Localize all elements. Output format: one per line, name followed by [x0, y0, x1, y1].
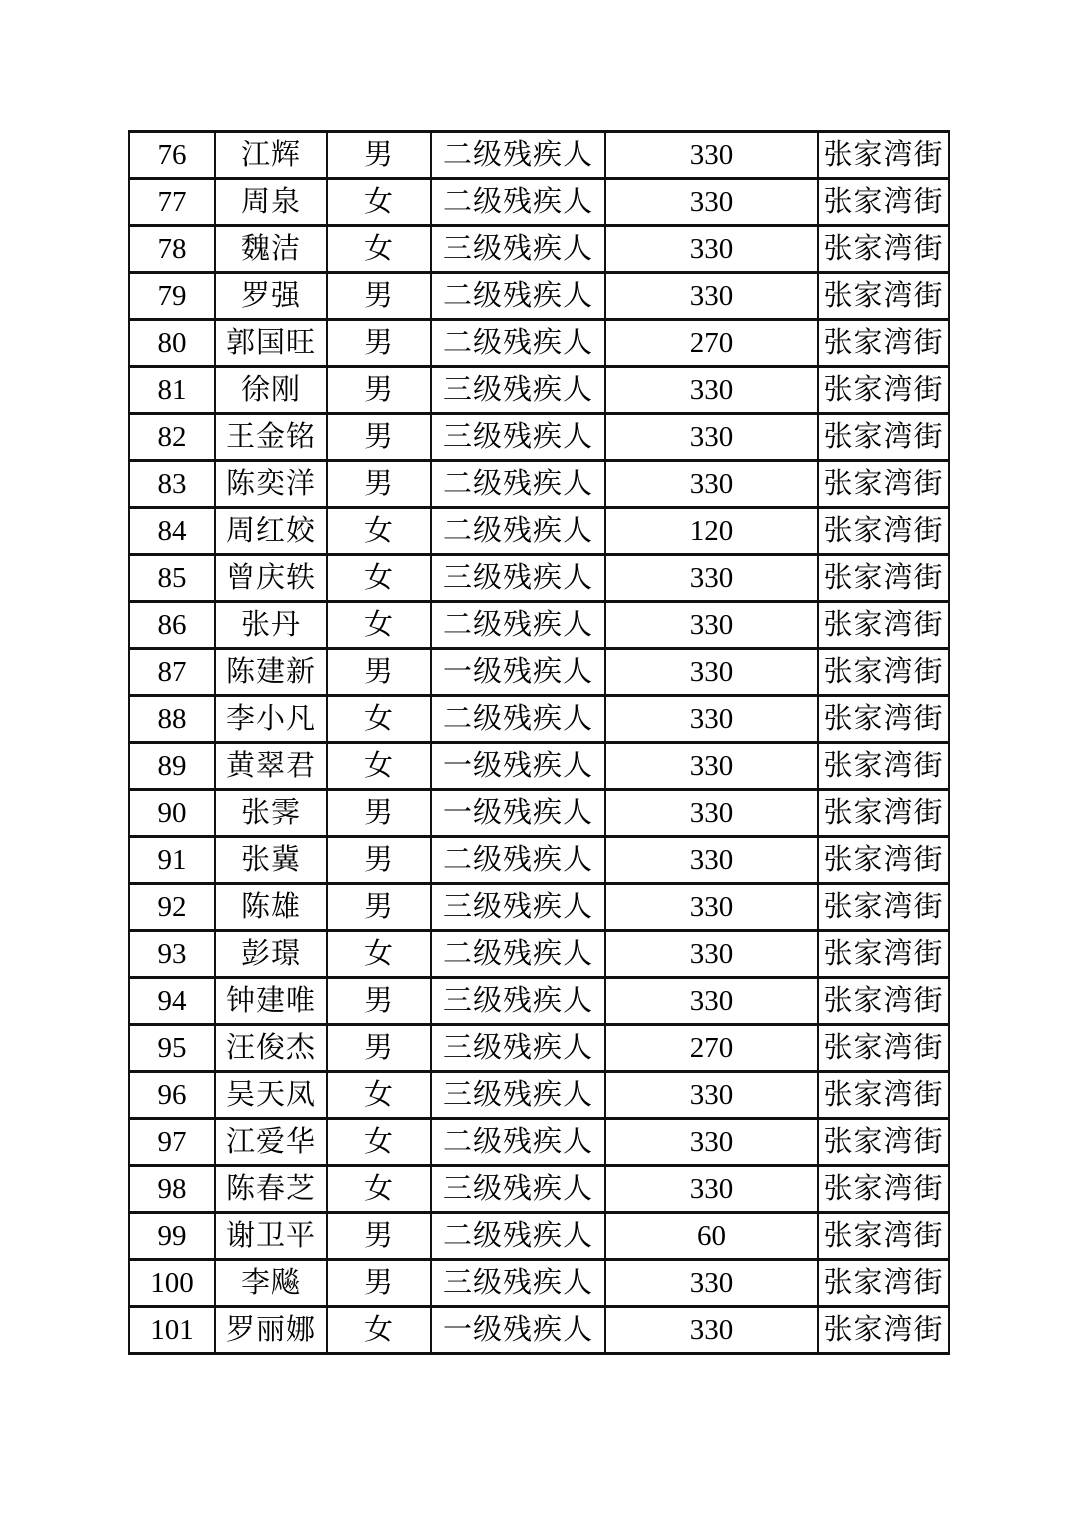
- cell-amount: 330: [605, 132, 818, 179]
- cell-amount: 330: [605, 884, 818, 931]
- cell-name: 张霁: [215, 790, 327, 837]
- cell-index: 93: [129, 931, 215, 978]
- cell-index: 88: [129, 696, 215, 743]
- table-row: [129, 508, 949, 555]
- table-row: [129, 367, 949, 414]
- cell-name: 陈雄: [215, 884, 327, 931]
- cell-gender: 男: [327, 978, 431, 1025]
- cell-category: 一级残疾人: [431, 649, 605, 696]
- cell-category: 二级残疾人: [431, 508, 605, 555]
- cell-name: 黄翠君: [215, 743, 327, 790]
- cell-street: 张家湾街: [818, 226, 949, 273]
- cell-gender: 女: [327, 1307, 431, 1354]
- cell-category: 二级残疾人: [431, 273, 605, 320]
- cell-gender: 女: [327, 1072, 431, 1119]
- cell-street: 张家湾街: [818, 602, 949, 649]
- table-body: [129, 132, 949, 1354]
- cell-index: 94: [129, 978, 215, 1025]
- cell-amount: 120: [605, 508, 818, 555]
- cell-index: 89: [129, 743, 215, 790]
- cell-index: 91: [129, 837, 215, 884]
- cell-gender: 男: [327, 837, 431, 884]
- table-row: [129, 743, 949, 790]
- cell-street: 张家湾街: [818, 367, 949, 414]
- cell-street: 张家湾街: [818, 1260, 949, 1307]
- cell-gender: 女: [327, 226, 431, 273]
- table-row: [129, 1213, 949, 1260]
- cell-street: 张家湾街: [818, 1119, 949, 1166]
- cell-index: 96: [129, 1072, 215, 1119]
- table-row: [129, 790, 949, 837]
- cell-category: 三级残疾人: [431, 367, 605, 414]
- cell-amount: 330: [605, 367, 818, 414]
- cell-street: 张家湾街: [818, 1307, 949, 1354]
- cell-name: 钟建唯: [215, 978, 327, 1025]
- cell-name: 魏洁: [215, 226, 327, 273]
- cell-amount: 330: [605, 1166, 818, 1213]
- cell-name: 曾庆轶: [215, 555, 327, 602]
- table-row: [129, 696, 949, 743]
- cell-index: 82: [129, 414, 215, 461]
- cell-index: 98: [129, 1166, 215, 1213]
- cell-name: 彭璟: [215, 931, 327, 978]
- cell-gender: 女: [327, 555, 431, 602]
- cell-amount: 330: [605, 696, 818, 743]
- table-row: [129, 1307, 949, 1354]
- cell-amount: 330: [605, 1260, 818, 1307]
- cell-gender: 男: [327, 273, 431, 320]
- cell-street: 张家湾街: [818, 931, 949, 978]
- cell-amount: 330: [605, 461, 818, 508]
- cell-gender: 男: [327, 132, 431, 179]
- cell-amount: 330: [605, 837, 818, 884]
- cell-category: 二级残疾人: [431, 320, 605, 367]
- cell-gender: 男: [327, 1213, 431, 1260]
- cell-index: 84: [129, 508, 215, 555]
- cell-name: 江辉: [215, 132, 327, 179]
- table-row: [129, 132, 949, 179]
- cell-category: 三级残疾人: [431, 555, 605, 602]
- cell-street: 张家湾街: [818, 790, 949, 837]
- cell-category: 三级残疾人: [431, 1166, 605, 1213]
- table-row: [129, 1119, 949, 1166]
- cell-category: 三级残疾人: [431, 978, 605, 1025]
- cell-category: 二级残疾人: [431, 461, 605, 508]
- cell-amount: 330: [605, 602, 818, 649]
- cell-amount: 330: [605, 226, 818, 273]
- cell-street: 张家湾街: [818, 461, 949, 508]
- cell-category: 三级残疾人: [431, 1025, 605, 1072]
- cell-street: 张家湾街: [818, 508, 949, 555]
- cell-name: 王金铭: [215, 414, 327, 461]
- cell-street: 张家湾街: [818, 414, 949, 461]
- cell-amount: 330: [605, 273, 818, 320]
- table-row: [129, 555, 949, 602]
- cell-gender: 男: [327, 1025, 431, 1072]
- cell-amount: 330: [605, 414, 818, 461]
- cell-gender: 女: [327, 1166, 431, 1213]
- cell-category: 二级残疾人: [431, 837, 605, 884]
- cell-street: 张家湾街: [818, 179, 949, 226]
- cell-amount: 60: [605, 1213, 818, 1260]
- cell-amount: 330: [605, 790, 818, 837]
- cell-amount: 330: [605, 1307, 818, 1354]
- table-row: [129, 1072, 949, 1119]
- cell-street: 张家湾街: [818, 1166, 949, 1213]
- cell-name: 徐刚: [215, 367, 327, 414]
- cell-name: 李小凡: [215, 696, 327, 743]
- cell-street: 张家湾街: [818, 743, 949, 790]
- table-row: [129, 837, 949, 884]
- table-row: [129, 602, 949, 649]
- cell-index: 95: [129, 1025, 215, 1072]
- cell-street: 张家湾街: [818, 1213, 949, 1260]
- cell-gender: 男: [327, 320, 431, 367]
- table-row: [129, 414, 949, 461]
- cell-index: 80: [129, 320, 215, 367]
- table-row: [129, 179, 949, 226]
- cell-gender: 女: [327, 1119, 431, 1166]
- cell-name: 陈春芝: [215, 1166, 327, 1213]
- cell-index: 86: [129, 602, 215, 649]
- cell-street: 张家湾街: [818, 320, 949, 367]
- cell-amount: 270: [605, 1025, 818, 1072]
- table-row: [129, 320, 949, 367]
- cell-amount: 270: [605, 320, 818, 367]
- cell-amount: 330: [605, 649, 818, 696]
- cell-gender: 女: [327, 508, 431, 555]
- table-row: [129, 226, 949, 273]
- cell-street: 张家湾街: [818, 273, 949, 320]
- cell-amount: 330: [605, 931, 818, 978]
- cell-name: 张丹: [215, 602, 327, 649]
- cell-index: 76: [129, 132, 215, 179]
- cell-category: 一级残疾人: [431, 790, 605, 837]
- cell-amount: 330: [605, 978, 818, 1025]
- cell-index: 97: [129, 1119, 215, 1166]
- cell-gender: 男: [327, 884, 431, 931]
- cell-index: 90: [129, 790, 215, 837]
- cell-index: 81: [129, 367, 215, 414]
- cell-category: 三级残疾人: [431, 1072, 605, 1119]
- cell-category: 二级残疾人: [431, 696, 605, 743]
- cell-gender: 女: [327, 743, 431, 790]
- cell-name: 张冀: [215, 837, 327, 884]
- cell-amount: 330: [605, 555, 818, 602]
- cell-name: 吴天凤: [215, 1072, 327, 1119]
- cell-street: 张家湾街: [818, 837, 949, 884]
- cell-category: 一级残疾人: [431, 1307, 605, 1354]
- cell-gender: 男: [327, 649, 431, 696]
- cell-gender: 女: [327, 602, 431, 649]
- cell-index: 83: [129, 461, 215, 508]
- cell-category: 三级残疾人: [431, 414, 605, 461]
- cell-street: 张家湾街: [818, 884, 949, 931]
- table-row: [129, 931, 949, 978]
- cell-index: 101: [129, 1307, 215, 1354]
- table-row: [129, 978, 949, 1025]
- cell-street: 张家湾街: [818, 555, 949, 602]
- cell-gender: 女: [327, 931, 431, 978]
- cell-index: 99: [129, 1213, 215, 1260]
- cell-name: 罗丽娜: [215, 1307, 327, 1354]
- cell-amount: 330: [605, 179, 818, 226]
- cell-street: 张家湾街: [818, 696, 949, 743]
- cell-index: 79: [129, 273, 215, 320]
- cell-category: 一级残疾人: [431, 743, 605, 790]
- cell-name: 郭国旺: [215, 320, 327, 367]
- cell-street: 张家湾街: [818, 132, 949, 179]
- cell-name: 周红姣: [215, 508, 327, 555]
- cell-category: 二级残疾人: [431, 1119, 605, 1166]
- cell-gender: 男: [327, 790, 431, 837]
- cell-street: 张家湾街: [818, 1072, 949, 1119]
- cell-street: 张家湾街: [818, 1025, 949, 1072]
- cell-name: 汪俊杰: [215, 1025, 327, 1072]
- cell-name: 周泉: [215, 179, 327, 226]
- cell-index: 87: [129, 649, 215, 696]
- cell-name: 江爱华: [215, 1119, 327, 1166]
- table-row: [129, 1260, 949, 1307]
- cell-amount: 330: [605, 743, 818, 790]
- cell-category: 二级残疾人: [431, 931, 605, 978]
- table-row: [129, 1166, 949, 1213]
- cell-name: 罗强: [215, 273, 327, 320]
- table-row: [129, 649, 949, 696]
- cell-index: 77: [129, 179, 215, 226]
- cell-name: 陈建新: [215, 649, 327, 696]
- cell-gender: 男: [327, 1260, 431, 1307]
- cell-gender: 女: [327, 696, 431, 743]
- cell-street: 张家湾街: [818, 978, 949, 1025]
- cell-name: 陈奕洋: [215, 461, 327, 508]
- cell-index: 92: [129, 884, 215, 931]
- cell-name: 谢卫平: [215, 1213, 327, 1260]
- cell-index: 100: [129, 1260, 215, 1307]
- table-row: [129, 273, 949, 320]
- cell-category: 二级残疾人: [431, 1213, 605, 1260]
- cell-gender: 男: [327, 367, 431, 414]
- cell-gender: 男: [327, 461, 431, 508]
- cell-gender: 女: [327, 179, 431, 226]
- cell-category: 二级残疾人: [431, 132, 605, 179]
- table-row: [129, 884, 949, 931]
- cell-category: 三级残疾人: [431, 1260, 605, 1307]
- table-row: [129, 1025, 949, 1072]
- cell-index: 78: [129, 226, 215, 273]
- cell-category: 三级残疾人: [431, 226, 605, 273]
- subsidy-roster-table: [128, 130, 950, 1355]
- cell-index: 85: [129, 555, 215, 602]
- cell-category: 二级残疾人: [431, 602, 605, 649]
- cell-category: 三级残疾人: [431, 884, 605, 931]
- cell-gender: 男: [327, 414, 431, 461]
- cell-name: 李飚: [215, 1260, 327, 1307]
- cell-street: 张家湾街: [818, 649, 949, 696]
- cell-amount: 330: [605, 1072, 818, 1119]
- table-row: [129, 461, 949, 508]
- cell-amount: 330: [605, 1119, 818, 1166]
- cell-category: 二级残疾人: [431, 179, 605, 226]
